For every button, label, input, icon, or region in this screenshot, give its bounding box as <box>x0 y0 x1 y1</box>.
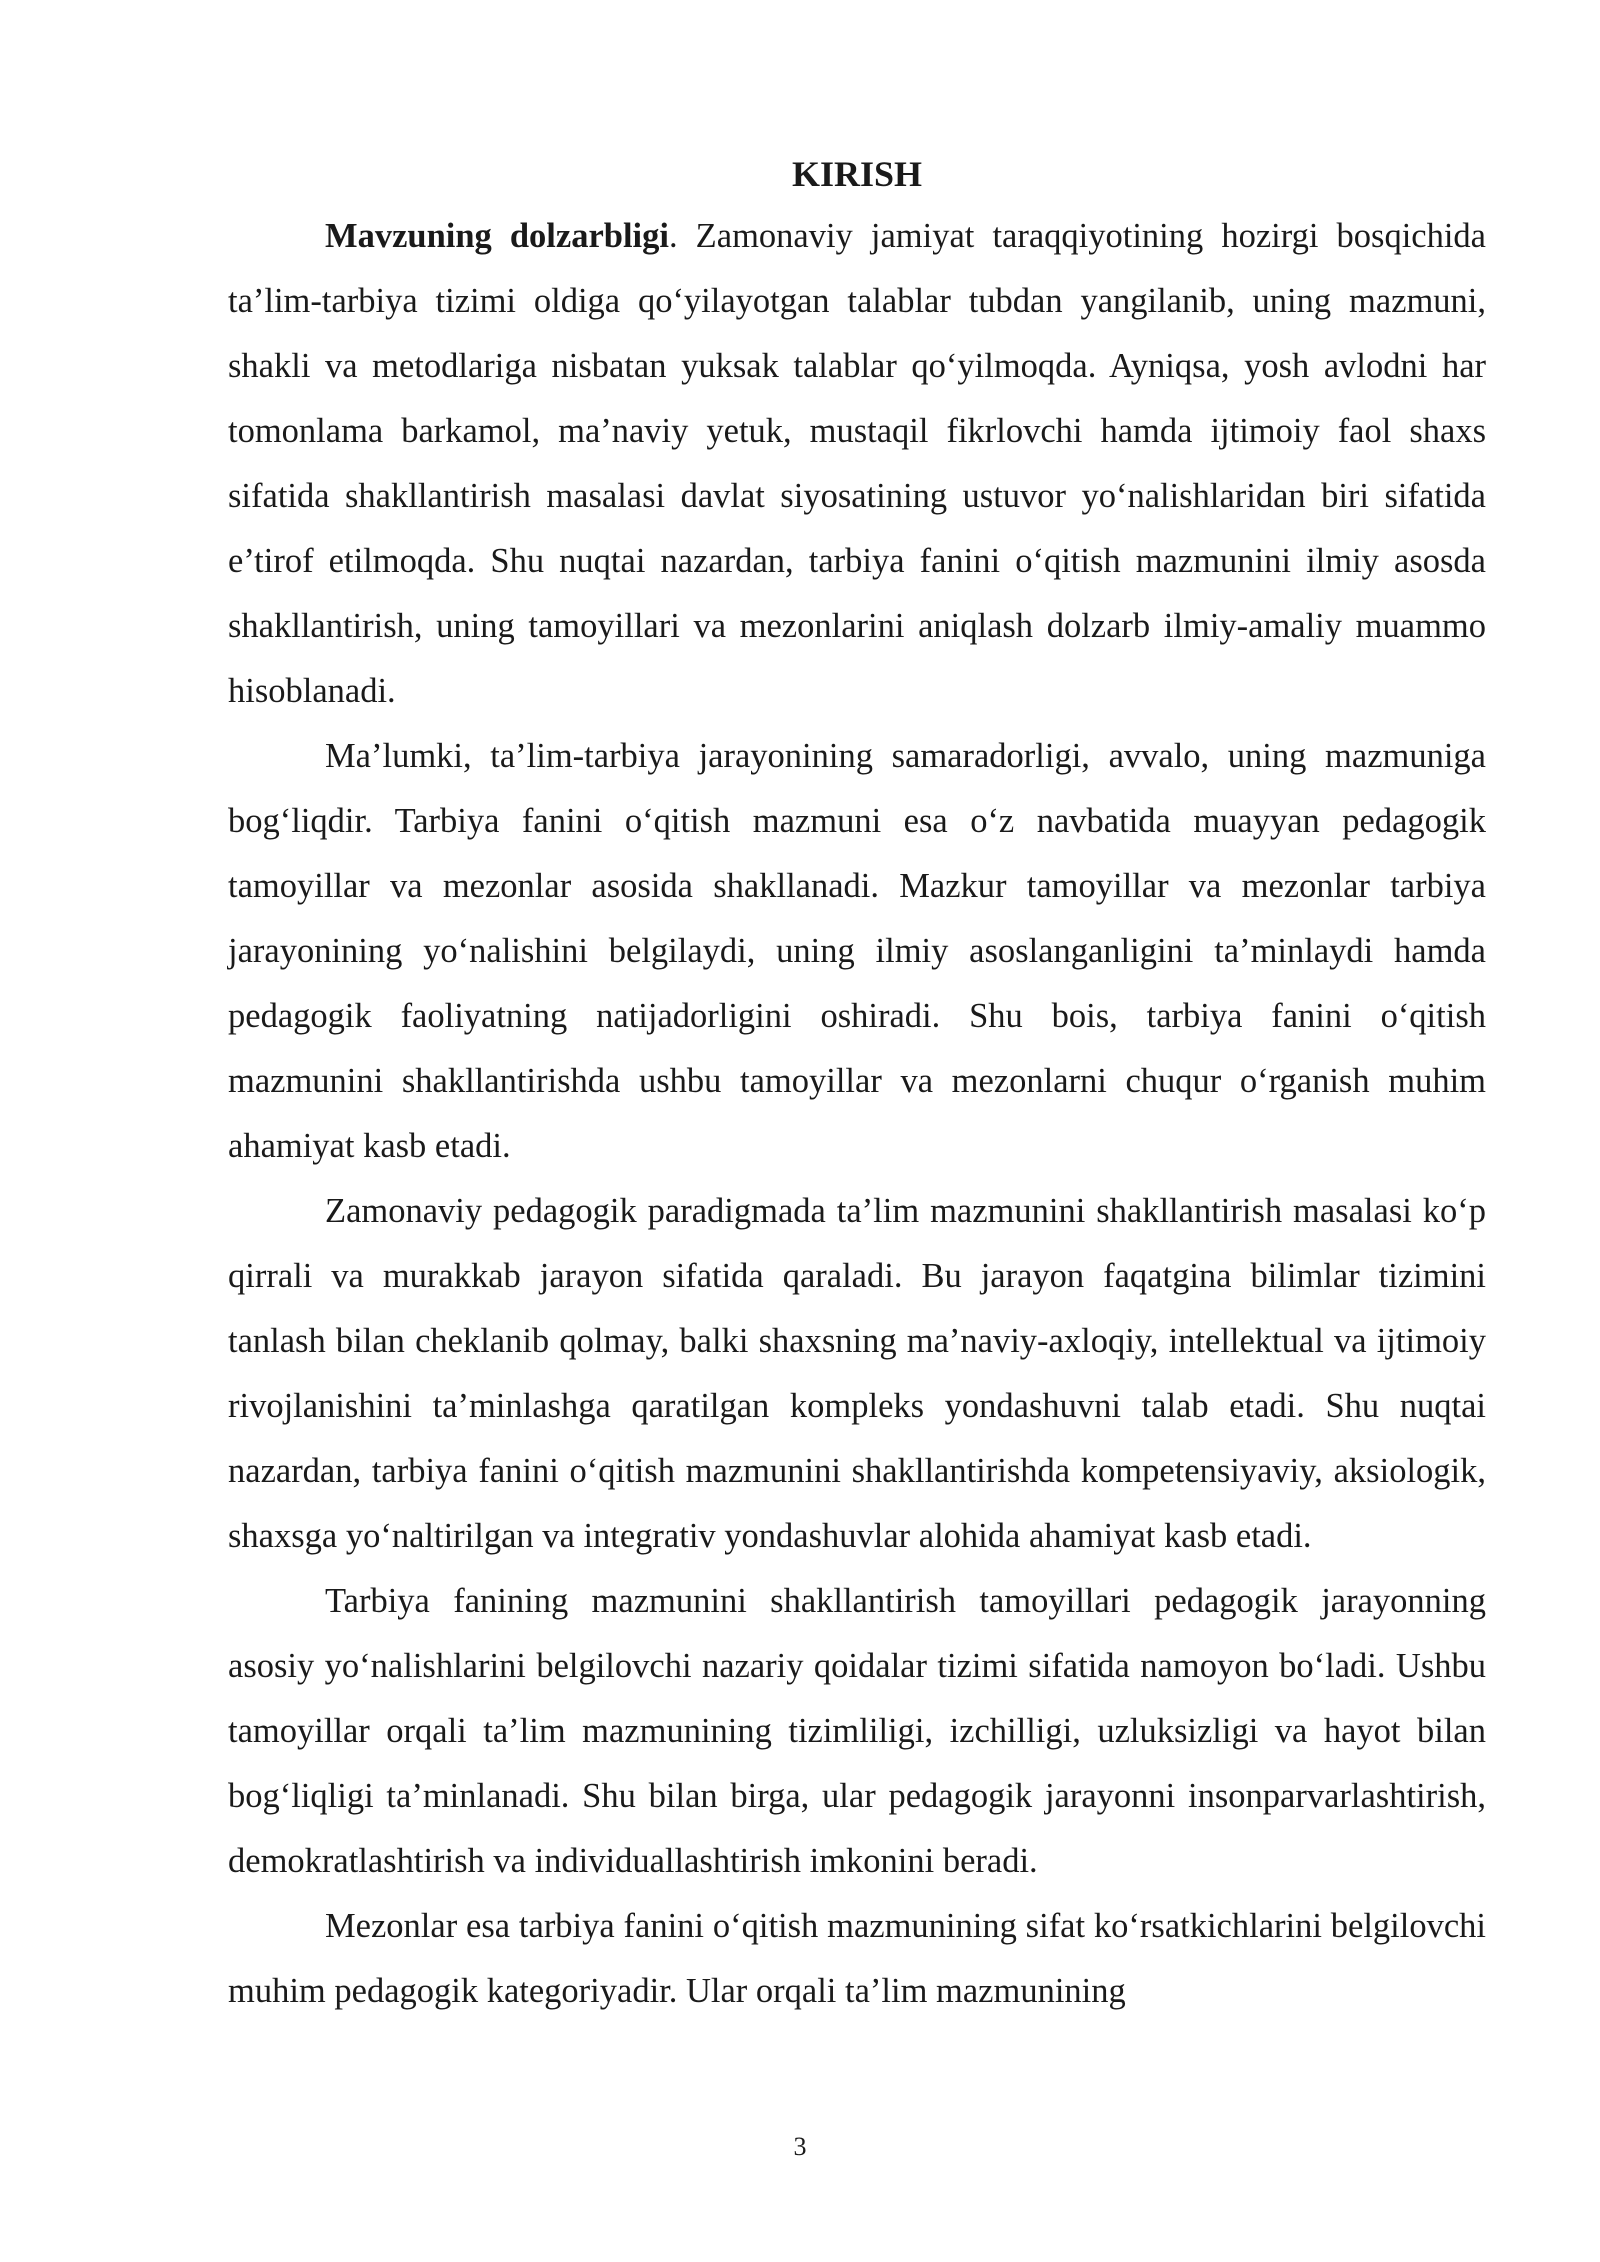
paragraph <box>228 1894 1486 2024</box>
paragraph-lead-bold: Mavzuning dolzarbligi <box>325 217 669 255</box>
paragraph <box>228 724 1486 1179</box>
paragraph-text: Zamonaviy pedagogik paradigmada ta’lim mazmunini shakllantirish masalasi ko‘p qirrali va murakkab jarayon sifatida qaraladi. Bu jarayon faqatgina bilimlar tizimini tanlash bilan cheklanib qolmay, balki shaxsning ma’naviy-axloqiy, intellektual va ijtimoiy rivojlanishini ta’minlashga qaratilgan kompleks yondashuvni talab etadi. Shu nuqtai nazardan, tarbiya fanini o‘qitish mazmunini shakllantirishda kompetensiyaviy, aksiologik, shaxsga yo‘naltirilgan va integrativ yondashuvlar alohida ahamiyat kasb etadi. <box>228 1192 1486 1555</box>
paragraph-relevance <box>228 204 1486 724</box>
section-heading: KIRISH <box>791 154 923 194</box>
paragraph-text: Tarbiya fanining mazmunini shakllantirish tamoyillari pedagogik jarayonning asosiy yo‘nalishlarini belgilovchi nazariy qoidalar tizimi sifatida namoyon bo‘ladi. Ushbu tamoyillar orqali ta’lim mazmunining tizimliligi, izchilligi, uzluksizligi va hayot bilan bog‘liqligi ta’minlanadi. Shu bilan birga, ular pedagogik jarayonni insonparvarlashtirish, demokratlashtirish va individuallashtirish imkonini beradi. <box>228 1582 1486 1880</box>
page-body <box>228 144 1486 2024</box>
paragraph <box>228 1569 1486 1894</box>
paragraph-text: . Zamonaviy jamiyat taraqqiyotining hozirgi bosqichida ta’lim-tarbiya tizimi oldiga qo‘yilayotgan talablar tubdan yangilanib, uning mazmuni, shakli va metodlariga nisbatan yuksak talablar qo‘yilmoqda. Ayniqsa, yosh avlodni har tomonlama barkamol, ma’naviy yetuk, mustaqil fikrlovchi hamda ijtimoiy faol shaxs sifatida shakllantirish masalasi davlat siyosatining ustuvor yo‘nalishlaridan biri sifatida e’tirof etilmoqda. Shu nuqtai nazardan, tarbiya fanini o‘qitish mazmunini ilmiy asosda shakllantirish, uning tamoyillari va mezonlarini aniqlash dolzarb ilmiy-amaliy muammo hisoblanadi. <box>228 217 1486 710</box>
page-number: 3 <box>793 2132 807 2161</box>
paragraph-text: Ma’lumki, ta’lim-tarbiya jarayonining samaradorligi, avvalo, uning mazmuniga bog‘liqdir. Tarbiya fanini o‘qitish mazmuni esa o‘z navbatida muayyan pedagogik tamoyillar va mezonlar asosida shakllanadi. Mazkur tamoyillar va mezonlar tarbiya jarayonining yo‘nalishini belgilaydi, uning ilmiy asoslanganligini ta’minlaydi hamda pedagogik faoliyatning natijadorligini oshiradi. Shu bois, tarbiya fanini o‘qitish mazmunini shakllantirishda ushbu tamoyillar va mezonlarni chuqur o‘rganish muhim ahamiyat kasb etadi. <box>228 737 1486 1165</box>
paragraph-text: Mezonlar esa tarbiya fanini o‘qitish mazmunining sifat ko‘rsatkichlarini belgilovchi muhim pedagogik kategoriyadir. Ular orqali ta’lim mazmunining <box>228 1907 1486 2010</box>
paragraph <box>228 1179 1486 1569</box>
